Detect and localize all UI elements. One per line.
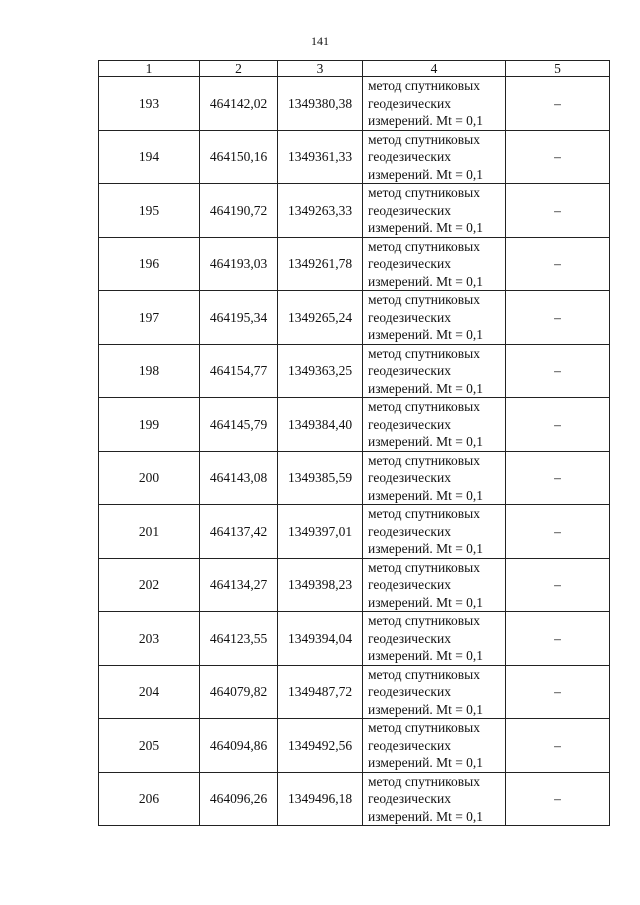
coordinate-y-cell: 1349384,40 (278, 398, 363, 452)
point-number-cell: 201 (99, 505, 200, 559)
note-cell: – (506, 398, 610, 452)
header-col-1: 1 (99, 61, 200, 77)
method-cell (363, 77, 506, 131)
method-cell (363, 612, 506, 666)
method-text-line: метод спутниковых (368, 506, 480, 521)
method-cell (363, 451, 506, 505)
coordinate-x-cell: 464193,03 (200, 237, 278, 291)
coordinate-x-cell: 464079,82 (200, 665, 278, 719)
method-text-line: измерений. Mt = 0,1 (368, 434, 484, 449)
method-text-line: геодезических (368, 523, 451, 539)
coordinate-x-cell: 464137,42 (200, 505, 278, 559)
method-text-line: метод спутниковых (368, 399, 480, 414)
method-text-line: геодезических (368, 684, 451, 699)
method-cell (363, 719, 506, 773)
method-text-line: метод спутниковых (368, 131, 480, 147)
method-cell (363, 665, 506, 719)
table-row (99, 558, 610, 612)
coordinate-x-cell: 464143,08 (200, 451, 278, 505)
method-text-line: метод спутниковых (368, 773, 480, 789)
method-text-line: геодезических (368, 149, 451, 164)
table-row (99, 398, 610, 452)
table-row (99, 291, 610, 345)
method-text-line: метод спутниковых (368, 613, 480, 628)
table-row (99, 451, 610, 505)
method-cell (363, 130, 506, 184)
method-text-line: геодезических (368, 470, 451, 485)
method-cell (363, 772, 506, 826)
coordinate-y-cell: 1349385,59 (278, 451, 363, 505)
note-cell: – (506, 130, 610, 184)
point-number-cell: 200 (99, 451, 200, 505)
point-number-cell: 197 (99, 291, 200, 345)
method-text-line: геодезических (368, 737, 451, 753)
coordinate-y-cell: 1349487,72 (278, 665, 363, 719)
method-text-line: метод спутниковых (368, 238, 480, 254)
note-cell: – (506, 291, 610, 345)
note-cell: – (506, 665, 610, 719)
note-cell: – (506, 719, 610, 773)
coordinate-y-cell: 1349263,33 (278, 184, 363, 238)
point-number-cell: 196 (99, 237, 200, 291)
table-row (99, 719, 610, 773)
method-text-line: геодезических (368, 309, 451, 325)
method-cell (363, 558, 506, 612)
point-number-cell: 204 (99, 665, 200, 719)
coordinate-x-cell: 464134,27 (200, 558, 278, 612)
coordinate-y-cell: 1349380,38 (278, 77, 363, 131)
note-cell: – (506, 558, 610, 612)
table-row (99, 665, 610, 719)
method-text-line: геодезических (368, 791, 451, 806)
method-cell (363, 505, 506, 559)
note-cell: – (506, 772, 610, 826)
point-number-cell: 199 (99, 398, 200, 452)
method-cell (363, 291, 506, 345)
coordinate-y-cell: 1349261,78 (278, 237, 363, 291)
point-number-cell: 206 (99, 772, 200, 826)
method-text-line: геодезических (368, 202, 451, 218)
method-text-line: измерений. Mt = 0,1 (368, 327, 484, 342)
point-number-cell: 193 (99, 77, 200, 131)
table-header (99, 61, 610, 77)
method-text-line: измерений. Mt = 0,1 (368, 380, 484, 396)
note-cell: – (506, 77, 610, 131)
point-number-cell: 195 (99, 184, 200, 238)
table-row (99, 184, 610, 238)
coordinate-y-cell: 1349398,23 (278, 558, 363, 612)
method-text-line: геодезических (368, 577, 451, 592)
table-row (99, 344, 610, 398)
header-col-4: 4 (363, 61, 506, 77)
table-body (99, 77, 610, 826)
method-cell (363, 184, 506, 238)
coordinate-x-cell: 464150,16 (200, 130, 278, 184)
coordinate-x-cell: 464145,79 (200, 398, 278, 452)
method-text-line: метод спутниковых (368, 559, 480, 575)
method-text-line: метод спутниковых (368, 720, 480, 735)
method-text-line: геодезических (368, 363, 451, 378)
point-number-cell: 203 (99, 612, 200, 666)
header-col-5: 5 (506, 61, 610, 77)
method-text-line: метод спутниковых (368, 345, 480, 361)
method-text-line: измерений. Mt = 0,1 (368, 166, 484, 182)
note-cell: – (506, 451, 610, 505)
coordinate-y-cell: 1349363,25 (278, 344, 363, 398)
coordinate-x-cell: 464142,02 (200, 77, 278, 131)
table-row (99, 612, 610, 666)
table-row (99, 77, 610, 131)
note-cell: – (506, 505, 610, 559)
coordinate-y-cell: 1349361,33 (278, 130, 363, 184)
method-text-line: измерений. Mt = 0,1 (368, 220, 484, 235)
coordinate-x-cell: 464195,34 (200, 291, 278, 345)
coordinate-x-cell: 464190,72 (200, 184, 278, 238)
method-text-line: метод спутниковых (368, 185, 480, 200)
coordinates-table (98, 60, 610, 826)
method-cell (363, 398, 506, 452)
note-cell: – (506, 237, 610, 291)
page-number: 141 (311, 34, 329, 48)
coordinate-x-cell: 464094,86 (200, 719, 278, 773)
method-text-line: измерений. Mt = 0,1 (368, 648, 484, 663)
method-text-line: метод спутниковых (368, 292, 480, 307)
coordinate-y-cell: 1349492,56 (278, 719, 363, 773)
coordinate-x-cell: 464154,77 (200, 344, 278, 398)
method-text-line: метод спутниковых (368, 666, 480, 682)
method-cell (363, 344, 506, 398)
method-text-line: метод спутниковых (368, 78, 480, 93)
method-text-line: геодезических (368, 630, 451, 646)
point-number-cell: 194 (99, 130, 200, 184)
method-cell (363, 237, 506, 291)
coordinate-y-cell: 1349397,01 (278, 505, 363, 559)
table-row (99, 237, 610, 291)
coordinate-x-cell: 464096,26 (200, 772, 278, 826)
coordinate-y-cell: 1349394,04 (278, 612, 363, 666)
point-number-cell: 205 (99, 719, 200, 773)
header-row (99, 61, 610, 77)
method-text-line: измерений. Mt = 0,1 (368, 113, 484, 128)
method-text-line: измерений. Mt = 0,1 (368, 594, 484, 610)
point-number-cell: 198 (99, 344, 200, 398)
table-row (99, 772, 610, 826)
method-text-line: измерений. Mt = 0,1 (368, 701, 484, 717)
coordinate-y-cell: 1349265,24 (278, 291, 363, 345)
method-text-line: измерений. Mt = 0,1 (368, 755, 484, 770)
method-text-line: измерений. Mt = 0,1 (368, 487, 484, 503)
note-cell: – (506, 612, 610, 666)
table-row (99, 505, 610, 559)
header-col-2: 2 (200, 61, 278, 77)
coordinate-x-cell: 464123,55 (200, 612, 278, 666)
method-text-line: геодезических (368, 416, 451, 432)
method-text-line: геодезических (368, 95, 451, 111)
method-text-line: измерений. Mt = 0,1 (368, 808, 484, 824)
method-text-line: метод спутниковых (368, 452, 480, 468)
note-cell: – (506, 184, 610, 238)
header-col-3: 3 (278, 61, 363, 77)
method-text-line: измерений. Mt = 0,1 (368, 273, 484, 289)
point-number-cell: 202 (99, 558, 200, 612)
method-text-line: измерений. Mt = 0,1 (368, 541, 484, 556)
table-row (99, 130, 610, 184)
method-text-line: геодезических (368, 256, 451, 271)
note-cell: – (506, 344, 610, 398)
coordinate-y-cell: 1349496,18 (278, 772, 363, 826)
